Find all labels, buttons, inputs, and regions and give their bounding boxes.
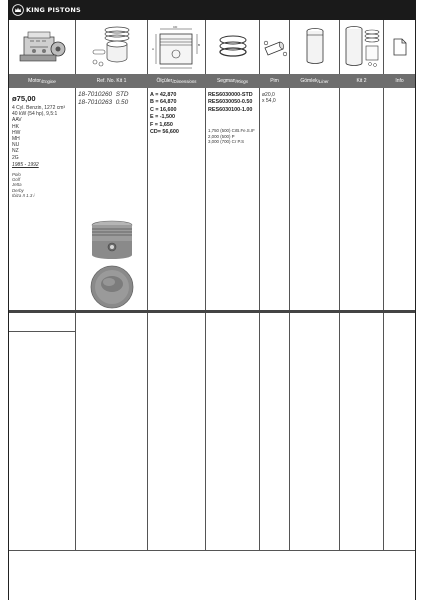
piston-kit-icon xyxy=(87,24,137,70)
engine-years: 1985 - 1992 xyxy=(12,162,39,168)
ring-sets-list xyxy=(208,92,253,114)
ring-set-row[interactable]: RES6030100-1.00 xyxy=(208,106,253,113)
header-info: Info xyxy=(395,78,404,84)
piston-dimension-icon xyxy=(150,24,204,70)
column-header-row xyxy=(9,74,415,88)
svg-text:CD: CD xyxy=(172,25,177,29)
dimension-drawing xyxy=(148,20,205,74)
brand-name: KING PISTONS xyxy=(26,6,81,14)
ring-specs-list: 1,750 (500) CrB.Fe.S.IF 2,000 (500) P 3,000 (700) Cr P.S xyxy=(208,128,255,145)
rings-image xyxy=(206,20,259,74)
crown-icon xyxy=(12,4,24,16)
kit2-image xyxy=(340,20,383,74)
kit-row[interactable]: 18-7010260 STD xyxy=(78,91,129,98)
kit-row[interactable]: 18-7010263 0.50 xyxy=(78,99,129,106)
engine-sub-divider xyxy=(9,331,75,332)
dimensions-list: A = 42,870 B = 64,870 C = 16,600 E = -1,500 F = 1,650 CD= 56,600 xyxy=(150,92,179,136)
header-rings: Segman /Rings xyxy=(216,78,249,84)
document-icon xyxy=(393,38,407,56)
engine-icon xyxy=(16,27,68,67)
header-liner: Gömlek /Liner xyxy=(300,78,329,84)
ring-set-row[interactable]: RES6030000-STD xyxy=(208,92,253,98)
svg-text:B: B xyxy=(197,43,200,47)
svg-text:A: A xyxy=(151,47,154,51)
pin-size: ø20,0 x 54,0 xyxy=(262,92,276,105)
engine-diameter: ø75,00 xyxy=(12,94,36,103)
piston-top-photo xyxy=(89,264,135,315)
piston-liner-kit-icon xyxy=(342,24,382,70)
image-row xyxy=(9,20,415,74)
header-dimensions: Ölçüler /Dimensions xyxy=(156,78,197,84)
cylinder-liner-icon xyxy=(305,27,325,67)
header-refno: Ref. No. Kit 1 xyxy=(96,78,127,84)
ring-set-row[interactable]: RES6030050-0.50 xyxy=(208,99,253,106)
piston-side-photo xyxy=(89,220,135,265)
header-motor: Motor /Engine xyxy=(28,78,56,84)
pin-image xyxy=(260,20,289,74)
piston-pin-icon xyxy=(262,36,288,58)
brand-bar xyxy=(8,0,416,20)
piston-crown-icon xyxy=(89,264,135,310)
liner-image xyxy=(290,20,339,74)
catalog-sheet xyxy=(8,20,416,600)
engine-specs: 4 Cyl. Benzin, 1272 cm³ 40 kW (54 hp), 9,5:1 AAV HK HW MH NU NZ 2G xyxy=(12,105,66,161)
info-image xyxy=(384,20,415,74)
section-divider xyxy=(9,310,415,313)
kit1-image xyxy=(76,20,147,74)
header-kit2: Kit 2 xyxy=(356,78,367,84)
brand-logo xyxy=(12,3,81,17)
kit1-list xyxy=(78,91,128,107)
engine-image xyxy=(9,20,75,74)
header-pin: Pim xyxy=(270,78,279,84)
piston-rings-icon xyxy=(216,32,250,62)
table-bottom-line xyxy=(9,550,415,551)
vehicle-models: Polo Golf Jetta Derby Ibiza II 1.3 i xyxy=(12,172,35,198)
piston-side-icon xyxy=(89,220,135,260)
